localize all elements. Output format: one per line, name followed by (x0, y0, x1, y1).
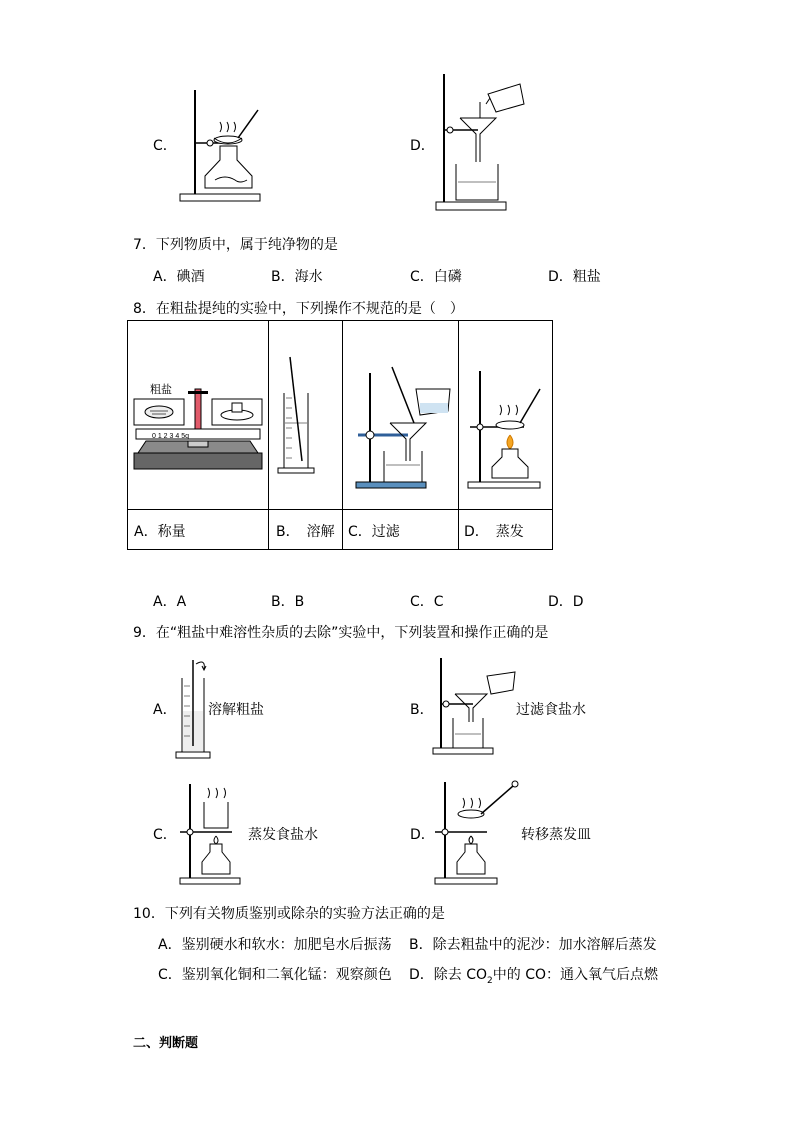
evaporation-apparatus-figure (180, 88, 270, 203)
q10-option-d-text-rest: 中的 CO：通入氧气后点燃 (492, 967, 659, 983)
q10-stem: 10．下列有关物质鉴别或除杂的实验方法正确的是 (133, 906, 445, 922)
q7-option-b: B．海水 (271, 269, 323, 285)
graduated-cylinder-figure (276, 353, 336, 478)
q10-option-c: C．鉴别氧化铜和二氧化锰：观察颜色 (158, 967, 392, 983)
q6-option-c: C． (153, 138, 177, 154)
q7-option-c: C．白磷 (410, 269, 462, 285)
q8-option-d: D．D (548, 594, 584, 610)
evaporation-figure (464, 365, 552, 490)
filtering-saltwater-figure (433, 656, 523, 756)
q8-operation-table (127, 320, 553, 550)
q9-label-evaporate: 蒸发食盐水 (248, 827, 318, 843)
q10-option-d (409, 964, 658, 986)
q7-stem: 7．下列物质中，属于纯净物的是 (133, 237, 338, 253)
caption-evaporating: D． 蒸发 (464, 524, 524, 540)
q9-option-c: C． (153, 827, 177, 843)
q10-option-b: B．除去粗盐中的泥沙：加水溶解后蒸发 (409, 937, 657, 953)
q9-label-dissolve: 溶解粗盐 (208, 702, 264, 718)
q7-option-a: A．碘酒 (153, 269, 205, 285)
filtration-figure (350, 365, 454, 490)
q9-label-filter: 过滤食盐水 (516, 702, 586, 718)
salt-label: 粗盐 (150, 384, 172, 396)
caption-dissolving: B． 溶解 (276, 524, 335, 540)
balance-scale-figure (132, 381, 264, 481)
q10-option-a: A．鉴别硬水和软水：加肥皂水后振荡 (158, 937, 392, 953)
caption-weighing: A．称量 (134, 524, 186, 540)
q10-option-d-text: D．除去 CO (409, 967, 488, 983)
q7-option-d: D．粗盐 (548, 269, 601, 285)
q9-option-a: A． (153, 702, 177, 718)
caption-filtering: C．过滤 (348, 524, 400, 540)
q10-option-d-subscript: 2 (487, 975, 493, 986)
q9-option-b: B． (410, 702, 434, 718)
dish-transfer-figure (433, 778, 523, 886)
q9-stem: 9．在“粗盐中难溶性杂质的去除”实验中，下列装置和操作正确的是 (133, 625, 549, 641)
q8-option-c: C．C (410, 594, 444, 610)
beaker-evaporation-figure (176, 782, 246, 886)
scale-numbers: 0 1 2 3 4 5g (152, 433, 189, 440)
section-heading: 二、判断题 (133, 1036, 199, 1051)
q9-label-transfer: 转移蒸发皿 (521, 827, 591, 843)
filtration-apparatus-figure (436, 72, 536, 212)
q8-option-b: B．B (271, 594, 305, 610)
q8-option-a: A．A (153, 594, 187, 610)
q9-option-d: D． (410, 827, 435, 843)
q8-stem: 8．在粗盐提纯的实验中，下列操作不规范的是（ ） (133, 301, 464, 317)
q6-option-d: D． (410, 138, 435, 154)
